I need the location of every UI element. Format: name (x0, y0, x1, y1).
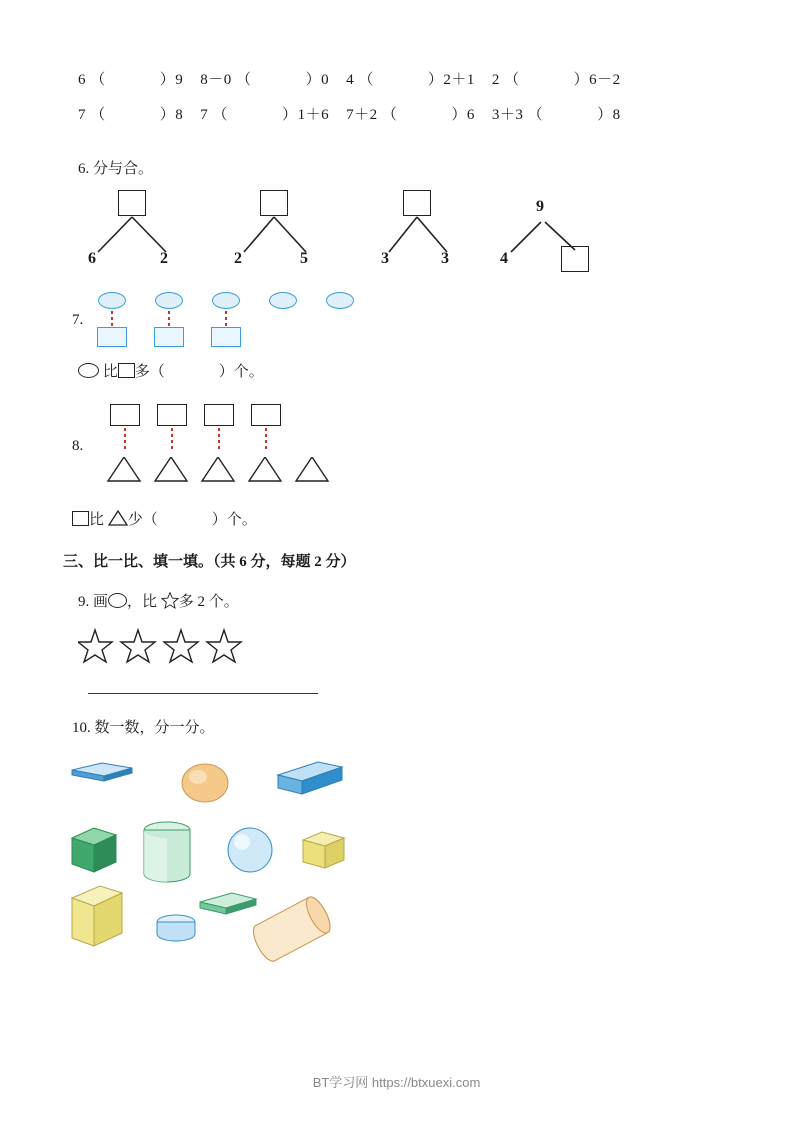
compare-left: 8－0 (200, 72, 232, 88)
bond-left-number: 4 (500, 250, 508, 267)
question-6-label: 6. 分与合。 (78, 161, 154, 177)
dashed-connector (171, 428, 173, 452)
square-shape (251, 404, 281, 426)
compare-left: 4 (346, 72, 355, 88)
dashed-connector (265, 428, 267, 452)
compare-left: 2 (491, 72, 500, 88)
compare-right: 1＋6 (297, 107, 330, 123)
ellipse-icon (78, 363, 99, 378)
compare-right: 0 (321, 72, 330, 88)
bond-lines (230, 190, 350, 280)
compare-left: 7 (78, 107, 86, 123)
dashed-connector (218, 428, 220, 452)
dashed-connector (168, 311, 170, 327)
compare-right: 2＋1 (443, 72, 475, 88)
ellipse-shape (269, 292, 297, 309)
ellipse-shape (326, 292, 354, 309)
bond-top-number: 9 (536, 198, 544, 215)
question-9-text-b: ，比 (127, 594, 158, 610)
bond-lines (375, 190, 495, 280)
triangle-icon (108, 510, 128, 526)
square-icon (72, 511, 89, 526)
question-9-text-c: 多 2 个。 (178, 594, 239, 610)
footer-watermark: BT学习网 https://btxuexi.com (312, 1075, 481, 1090)
bond-right-number: 3 (441, 250, 449, 267)
question-8-label: 8. (72, 438, 84, 454)
ellipse-shape (155, 292, 183, 309)
dashed-connector (124, 428, 126, 452)
sentence-prefix: 比 (102, 364, 118, 380)
compare-left: 7＋2 (346, 107, 378, 123)
compare-right: 6－2 (589, 72, 621, 88)
sentence-suffix: ）个。 (218, 364, 264, 380)
number-bond-1 (78, 190, 198, 280)
compare-left: 6 (78, 72, 86, 88)
bond-lines (78, 190, 198, 280)
star-row (78, 628, 258, 664)
sentence-suffix: ）个。 (211, 512, 257, 528)
sentence-prefix: 比 (89, 512, 105, 528)
number-bond-2 (230, 190, 350, 280)
compare-right: 6 (466, 107, 475, 123)
compare-item: 4 （ ）2＋1 (346, 72, 475, 88)
square-shape (211, 327, 241, 347)
square-shape (110, 404, 140, 426)
section-3-title: 三、比一比、填一填。（共 6 分，每题 2 分） (63, 554, 356, 570)
compare-item: 3＋3 （ ）8 (491, 107, 621, 123)
question-7-sentence (78, 360, 264, 381)
bond-left-number: 6 (88, 250, 96, 267)
ellipse-shape (212, 292, 240, 309)
compare-row-2 (78, 103, 621, 124)
ellipse-shape (98, 292, 126, 309)
square-shape (157, 404, 187, 426)
bond-right-number: 5 (300, 250, 308, 267)
compare-left: 3＋3 (491, 107, 524, 123)
question-10-label: 10. 数一数，分一分。 (72, 720, 215, 736)
number-bond-4 (495, 190, 625, 285)
compare-left: 7 (200, 107, 209, 123)
compare-row-1 (78, 68, 621, 89)
compare-item: 8－0 （ ）0 (200, 72, 330, 88)
square-shape (204, 404, 234, 426)
compare-item: 7 （ ）8 (78, 107, 184, 123)
triangle-row (104, 457, 404, 487)
star-icon (161, 592, 179, 609)
circle-icon (108, 593, 127, 608)
compare-right: 9 (175, 72, 184, 88)
bond-right-box[interactable] (561, 246, 589, 272)
question-9-text-a: 9. 画 (78, 594, 109, 610)
sentence-mid: 多（ (134, 364, 165, 380)
bond-left-number: 3 (381, 250, 389, 267)
compare-right: 8 (612, 107, 621, 123)
square-shape (97, 327, 127, 347)
solid-shapes-illustration (60, 750, 380, 965)
question-8-sentence (72, 508, 257, 529)
dashed-connector (225, 311, 227, 327)
dashed-connector (111, 311, 113, 327)
sentence-mid: 少（ (127, 512, 158, 528)
bond-lines (495, 190, 625, 285)
number-bond-3 (375, 190, 495, 280)
square-shape (154, 327, 184, 347)
bond-left-number: 2 (234, 250, 242, 267)
compare-item: 2 （ ）6－2 (491, 72, 621, 88)
answer-blank-line[interactable] (88, 693, 318, 694)
compare-item: 7 （ ）1＋6 (200, 107, 330, 123)
compare-item: 7＋2 （ ）6 (346, 107, 475, 123)
square-icon (118, 363, 135, 378)
compare-right: 8 (175, 107, 184, 123)
question-7-label: 7. (72, 312, 84, 328)
bond-right-number: 2 (160, 250, 168, 267)
question-9-label (78, 590, 239, 611)
compare-item: 6 （ ）9 (78, 72, 184, 88)
